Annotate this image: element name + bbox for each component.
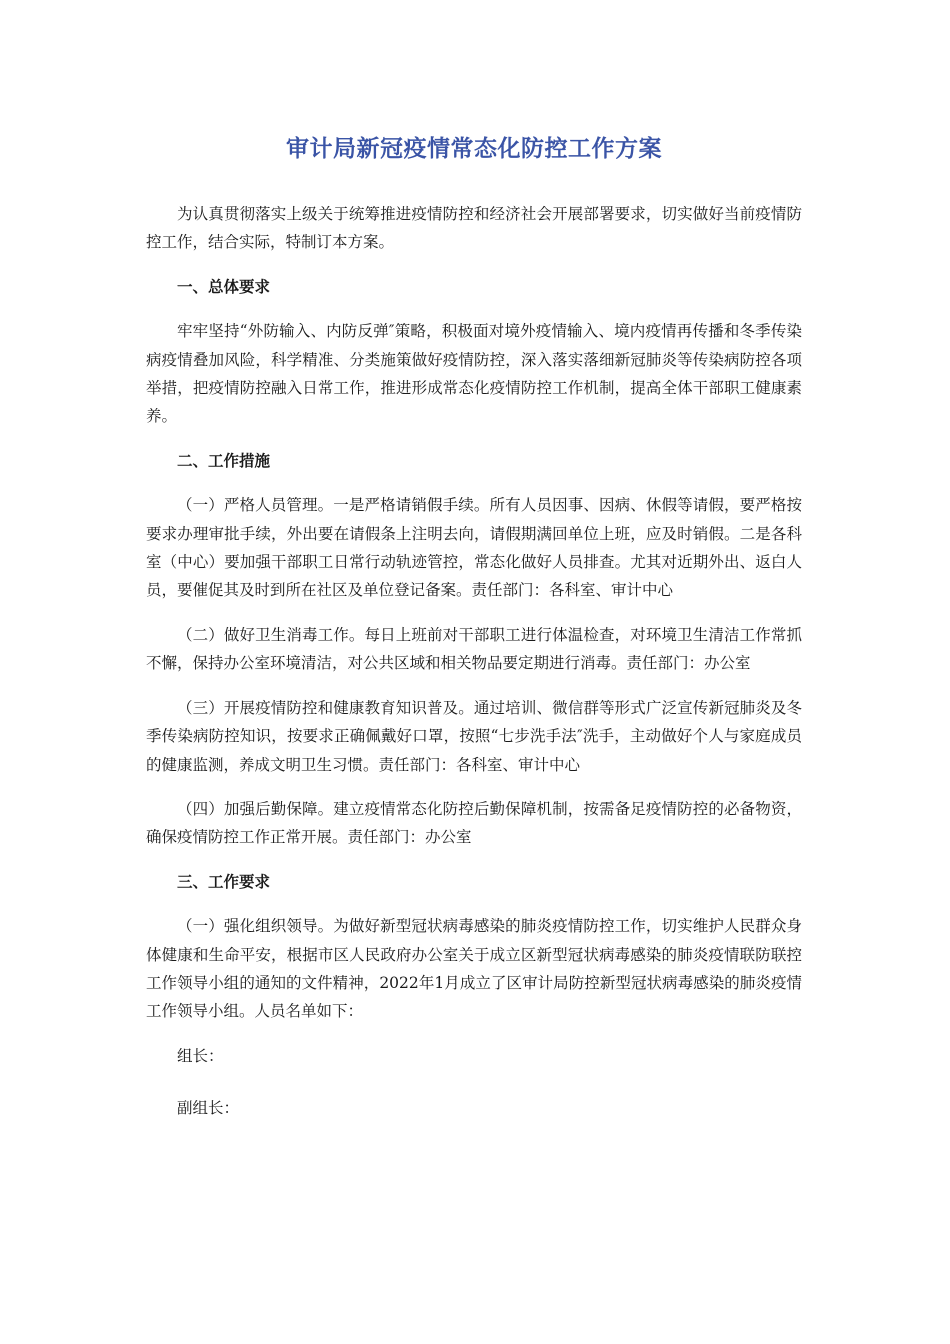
document-page — [146, 128, 802, 1147]
section-work-requirements — [146, 868, 802, 1026]
section-work-measures — [146, 447, 802, 852]
leader-label: 组长： — [177, 1046, 224, 1065]
document-title: 审计局新冠疫情常态化防控工作方案 — [286, 136, 662, 162]
section-paragraph: （四）加强后勤保障。建立疫情常态化防控后勤保障机制，按需备足疫情防控的必备物资，确保疫情防控工作正常开展。责任部门：办公室 — [146, 799, 802, 847]
section-paragraph: （二）做好卫生消毒工作。每日上班前对干部职工进行体温检查，对环境卫生清洁工作常抓不懈，保持办公室环境清洁，对公共区域和相关物品要定期进行消毒。责任部门：办公室 — [146, 625, 802, 673]
intro-paragraph: 为认真贯彻落实上级关于统筹推进疫情防控和经济社会开展部署要求，切实做好当前疫情防控工作，结合实际，特制订本方案。 — [146, 205, 802, 252]
section-heading: 三、工作要求 — [177, 872, 271, 891]
section-paragraph: （一）强化组织领导。为做好新型冠状病毒感染的肺炎疫情防控工作，切实维护人民群众身体健康和生命平安，根据市区人民政府办公室关于成立区新型冠状病毒感染的肺炎疫情联防联控工作领导小组的通知的文件精神，2022年1月成立了区审计局防控新型冠状病毒感染的肺炎疫情工作领导小组。人员名单如下： — [146, 917, 802, 1021]
section-paragraph: （一）严格人员管理。一是严格请销假手续。所有人员因事、因病、休假等请假，要严格按要求办理审批手续，外出要在请假条上注明去向，请假期满回单位上班，应及时销假。二是各科室（中心）要加强干部职工日常行动轨迹管控，常态化做好人员排查。尤其对近期外出、返白人员，要催促其及时到所在社区及单位登记备案。责任部门：各科室、审计中心 — [146, 496, 802, 600]
deputy-leader-label: 副组长： — [177, 1099, 240, 1118]
section-heading: 一、总体要求 — [177, 277, 271, 296]
section-paragraph: （三）开展疫情防控和健康教育知识普及。通过培训、微信群等形式广泛宣传新冠肺炎及冬季传染病防控知识，按要求正确佩戴好口罩，按照“七步洗手法″洗手，主动做好个人与家庭成员的健康监测，养成文明卫生习惯。责任部门：各科室、审计中心 — [146, 698, 802, 774]
section-heading: 二、工作措施 — [177, 451, 271, 470]
section-paragraph: 牢牢坚持“外防输入、内防反弹″策略，积极面对境外疫情输入、境内疫情再传播和冬季传染病疫情叠加风险，科学精准、分类施策做好疫情防控，深入落实落细新冠肺炎等传染病防控各项举措，把疫情防控融入日常工作，推进形成常态化疫情防控工作机制，提高全体干部职工健康素养。 — [146, 322, 802, 426]
section-general-requirements — [146, 273, 802, 431]
